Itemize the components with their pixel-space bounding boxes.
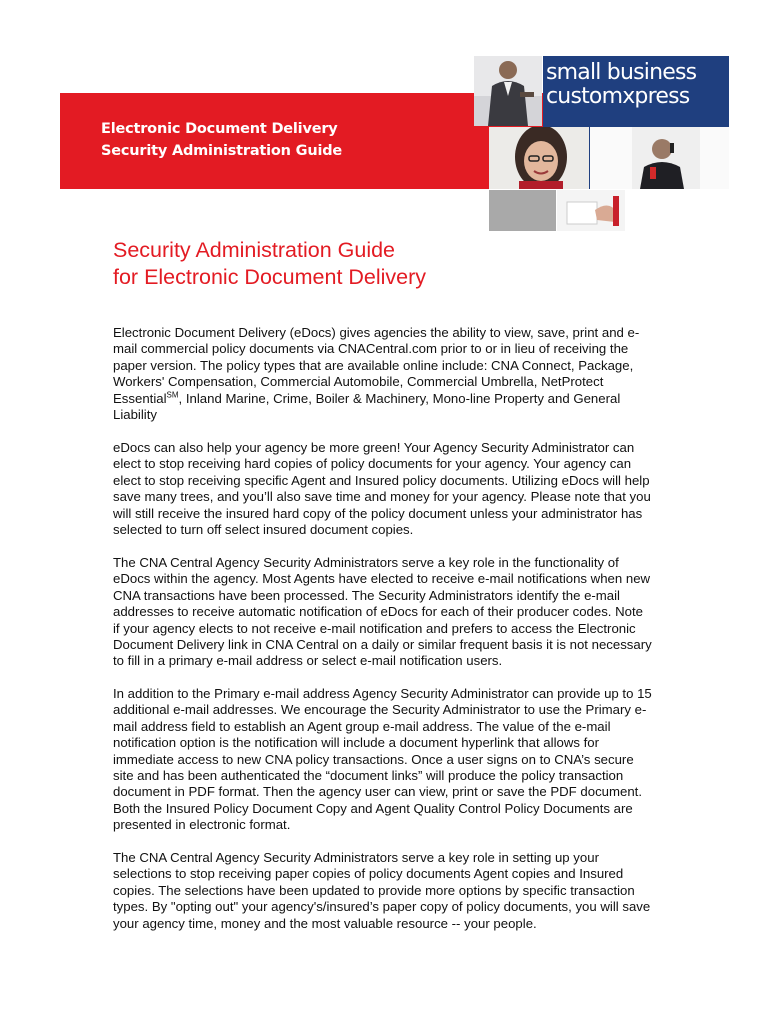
banner-title-line-1: Electronic Document Delivery bbox=[101, 121, 338, 137]
photo-woman-glasses bbox=[489, 127, 589, 189]
title-line-2: for Electronic Document Delivery bbox=[113, 265, 427, 289]
page-title bbox=[113, 237, 426, 291]
paragraph-administrators-role: The CNA Central Agency Security Administrators serve a key role in the functionality of eDocs within the agency. Most Agents have elected to receive e-mail notifications when new CNA transactions have been processed. The Security Administrators identify the e-mail addresses to receive automatic notification of eDocs for each of their producer codes. Note if your agency elects to not receive e-mail notification and prefers to access the Electronic Document Delivery link in CNA Central on a daily or similar frequent basis it is not necessary to fill in a primary e-mail address or select e-mail notification users. bbox=[113, 555, 652, 669]
photo-businessman bbox=[474, 56, 542, 126]
intro-text-part-1: Electronic Document Delivery (eDocs) gives agencies the ability to view, save, print and e-mail commercial policy documents via CNACentral.com prior to or in lieu of receiving the paper version. The policy types that are available online include: CNA Connect, Package, Workers' Compensation, Commercial Automobile, Commercial Umbrella, NetProtect Essential bbox=[113, 325, 640, 406]
paragraph-opting-out: The CNA Central Agency Security Administrators serve a key role in setting up your selections to stop receiving paper copies of policy documents Agent copies and Insured copies. The selections have been updated to provide more options by specific transaction types. By "opting out" your agency's/insured’s paper copy of policy documents, you will save your agency time, money and the most valuable resource -- your people. bbox=[113, 850, 651, 931]
paragraph-intro bbox=[113, 325, 653, 423]
intro-text-part-2: , Inland Marine, Crime, Boiler & Machinery, Mono-line Property and General Liability bbox=[113, 390, 621, 423]
grey-block bbox=[489, 190, 556, 231]
banner-title-line-2: Security Administration Guide bbox=[101, 143, 343, 159]
service-mark: SM bbox=[166, 390, 179, 400]
brand-line-2: customxpress bbox=[546, 84, 690, 109]
paragraph-email-addresses: In addition to the Primary e-mail address Agency Security Administrator can provide up to 15 additional e-mail addresses. We encourage the Security Administrator to use the Primary e-mail address field to establish an Agent group e-mail address. The value of the e-mail notification option is the notification will include a document hyperlink that allows for immediate access to new CNA policy transactions. Once a user signs on to CNA’s secure site and has been authenticated the “document links” will produce the policy transaction document in PDF format. Then the agency user can view, print or save the PDF document. Both the Insured Policy Document Copy and Agent Quality Control Policy Documents are presented in electronic format. bbox=[113, 686, 652, 833]
brand-line-1: small business bbox=[546, 60, 697, 85]
paragraph-green: eDocs can also help your agency be more green! Your Agency Security Administrator can elect to stop receiving hard copies of policy documents for your agency. Your agency can elect to stop receiving specific Agent and Insured policy documents. Utilizing eDocs will help save many trees, and you’ll also save time and money for your agency. Please note that you will still receive the insured hard copy of the policy document unless your administrator has selected to turn off select insured document copies. bbox=[113, 440, 651, 538]
title-line-1: Security Administration Guide bbox=[113, 238, 396, 262]
photo-hands-documents bbox=[557, 190, 625, 231]
photo-man-phone bbox=[590, 127, 729, 189]
